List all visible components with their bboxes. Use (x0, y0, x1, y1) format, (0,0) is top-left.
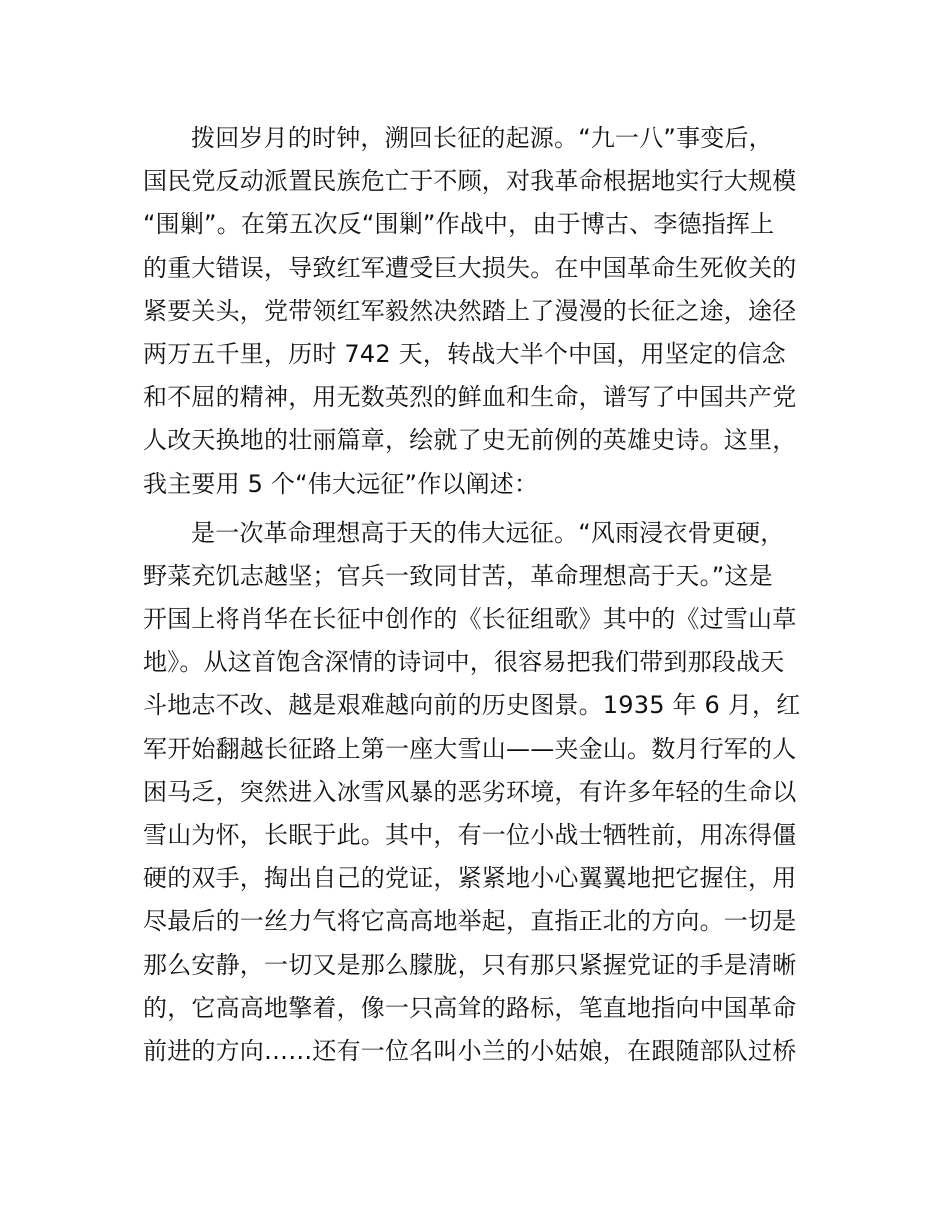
document-body (143, 117, 813, 1073)
text-line: 那么安静，一切又是那么朦胧，只有那只紧握党证的手是清晰 (143, 950, 797, 979)
text-line: 的重大错误，导致红军遭受巨大损失。在中国革命生死攸关的 (143, 253, 797, 282)
text-line: 困马乏，突然进入冰雪风暴的恶劣环境，有许多年轻的生命以 (143, 777, 797, 806)
text-line: 尽最后的一丝力气将它高高地举起，直指正北的方向。一切是 (143, 907, 797, 936)
text-line: 野菜充饥志越坚；官兵一致同甘苦，革命理想高于天。”这是 (143, 561, 773, 590)
paragraph-revolutionary-ideal (143, 512, 813, 1073)
text-line: 开国上将肖华在长征中创作的《长征组歌》其中的《过雪山草 (143, 605, 797, 634)
text-line: 我主要用 5 个“伟大远征”作以阐述： (143, 469, 539, 498)
text-line: 前进的方向……还有一位名叫小兰的小姑娘，在跟随部队过桥 (143, 1036, 797, 1065)
text-line: 人改天换地的壮丽篇章，绘就了史无前例的英雄史诗。这里， (143, 426, 797, 455)
text-line: “围剿”。在第五次反“围剿”作战中，由于博古、李德指挥上 (143, 210, 775, 239)
text-line: 拨回岁月的时钟，溯回长征的起源。“九一八”事变后， (191, 124, 773, 152)
text-line: 军开始翻越长征路上第一座大雪山——夹金山。数月行军的人 (143, 734, 797, 763)
text-line: 紧要关头，党带领红军毅然决然踏上了漫漫的长征之途，途径 (143, 296, 797, 325)
text-line: 的，它高高地擎着，像一只高耸的路标，笔直地指向中国革命 (143, 993, 797, 1022)
text-line: 两万五千里，历时 742 天，转战大半个中国，用坚定的信念 (143, 339, 786, 368)
text-line: 和不屈的精神，用无数英烈的鲜血和生命，谱写了中国共产党 (143, 383, 797, 412)
text-line: 斗地志不改、越是艰难越向前的历史图景。1935 年 6 月，红 (143, 691, 801, 720)
paragraph-intro (143, 117, 813, 506)
text-line: 雪山为怀，长眠于此。其中，有一位小战士牺牲前，用冻得僵 (143, 821, 797, 849)
text-line: 地》。从这首饱含深情的诗词中，很容易把我们带到那段战天 (143, 648, 785, 677)
text-line: 国民党反动派置民族危亡于不顾，对我革命根据地实行大规模 (143, 167, 797, 196)
text-line: 硬的双手，掏出自己的党证，紧紧地小心翼翼地把它握住，用 (143, 864, 797, 893)
text-line: 是一次革命理想高于天的伟大远征。“风雨浸衣骨更硬， (191, 518, 785, 547)
